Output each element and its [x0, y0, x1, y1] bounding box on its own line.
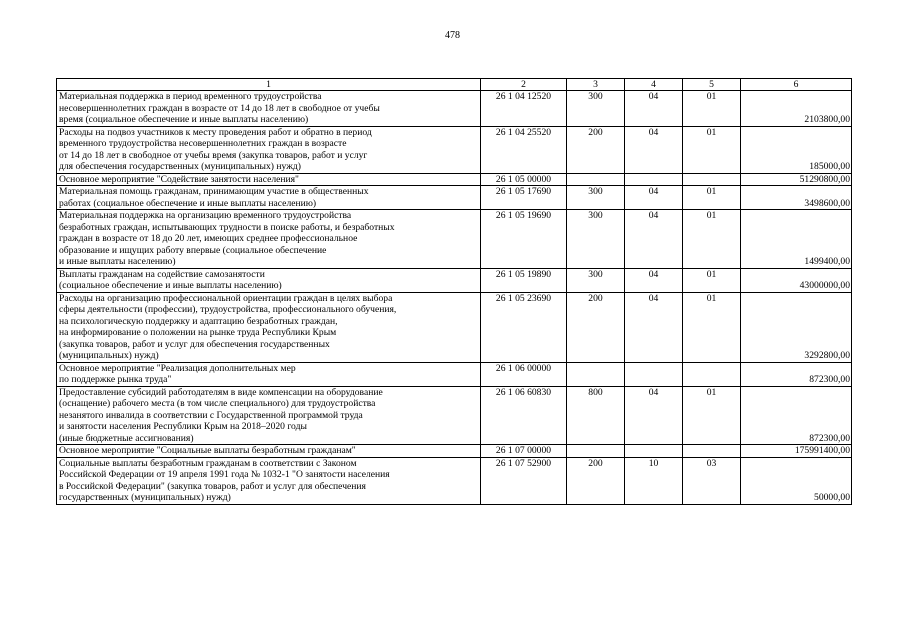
row-name-line: Российской Федерации от 19 апреля 1991 года № 1032-1 "О занятости населения	[59, 469, 390, 480]
row-pr-cell: 01	[683, 210, 741, 269]
row-csr-cell: 26 1 06 00000	[481, 362, 567, 386]
budget-table-body	[57, 79, 852, 505]
budget-table	[56, 78, 852, 505]
row-name-cell	[57, 173, 481, 186]
row-csr-cell: 26 1 06 60830	[481, 386, 567, 445]
row-name-cell	[57, 210, 481, 269]
row-name-line: граждан в возрасте от 18 до 20 лет, имеющих среднее профессиональное	[59, 233, 358, 244]
row-vr-cell: 300	[567, 268, 625, 292]
row-name-cell	[57, 186, 481, 210]
row-sum-cell: 185000,00	[741, 126, 852, 173]
row-sum-cell: 3498600,00	[741, 186, 852, 210]
table-row	[57, 445, 852, 458]
row-name-line: Материальная помощь гражданам, принимающим участие в общественных	[59, 186, 369, 197]
row-rz-cell: 04	[625, 268, 683, 292]
row-name-line: работах (социальное обеспечение и иные выплаты населению)	[59, 197, 317, 209]
row-sum-cell: 1499400,00	[741, 210, 852, 269]
header-cell-1: 1	[57, 79, 481, 91]
row-name-cell	[57, 91, 481, 127]
row-csr-cell: 26 1 07 52900	[481, 457, 567, 504]
row-sum-cell: 872300,00	[741, 386, 852, 445]
row-rz-cell: 04	[625, 210, 683, 269]
row-name-line: Материальная поддержка на организацию временного трудоустройства	[59, 210, 352, 221]
row-csr-cell: 26 1 07 00000	[481, 445, 567, 458]
table-row	[57, 210, 852, 269]
row-name-line: незанятого инвалида в соответствии с Государственной программой труда	[59, 409, 363, 421]
row-rz-cell	[625, 362, 683, 386]
row-name-line: временного трудоустройства несовершеннолетних граждан в возрасте	[59, 138, 347, 149]
row-name-line: на информирование о положении на рынке труда Республики Крым	[59, 327, 337, 338]
row-name-line: Выплаты гражданам на содействие самозанятости	[59, 268, 265, 280]
row-sum-cell: 43000000,00	[741, 268, 852, 292]
row-name-line: на психологическую поддержку и адаптацию безработных граждан,	[59, 315, 338, 327]
row-name-cell	[57, 386, 481, 445]
header-cell-2: 2	[481, 79, 567, 91]
row-sum-cell: 175991400,00	[741, 445, 852, 458]
table-row	[57, 186, 852, 210]
row-vr-cell: 200	[567, 292, 625, 362]
table-row	[57, 173, 852, 186]
row-rz-cell	[625, 173, 683, 186]
row-name-line: от 14 до 18 лет в свободное от учебы время (закупка товаров, работ и услуг	[59, 149, 368, 161]
row-pr-cell	[683, 362, 741, 386]
row-vr-cell: 300	[567, 91, 625, 127]
row-csr-cell: 26 1 05 19890	[481, 268, 567, 292]
row-name-line: несовершеннолетних граждан в возрасте от 14 до 18 лет в свободное от учебы	[59, 102, 380, 114]
row-name-line: (закупка товаров, работ и услуг для обеспечения государственных	[59, 338, 330, 350]
row-name-line: Материальная поддержка в период временного трудоустройства	[59, 91, 322, 102]
row-rz-cell: 04	[625, 386, 683, 445]
row-vr-cell	[567, 362, 625, 386]
row-name-line: безработных граждан, испытывающих трудности в поиске работы, и безработных	[59, 221, 395, 233]
row-name-line: Основное мероприятие "Содействие занятости населения"	[59, 173, 299, 185]
row-name-line: (иные бюджетные ассигнования)	[59, 432, 194, 444]
row-rz-cell	[625, 445, 683, 458]
row-rz-cell: 10	[625, 457, 683, 504]
header-cell-6: 6	[741, 79, 852, 91]
row-name-line: в Российской Федерации" (закупка товаров, работ и услуг для обеспечения	[59, 480, 366, 492]
row-rz-cell: 04	[625, 91, 683, 127]
table-header-row	[57, 79, 852, 91]
row-name-cell	[57, 126, 481, 173]
row-name-cell	[57, 445, 481, 458]
row-name-line: (оснащение) рабочего места (в том числе специального) для трудоустройства	[59, 398, 376, 409]
row-name-line: и иные выплаты населению)	[59, 256, 176, 267]
row-pr-cell	[683, 173, 741, 186]
row-name-line: государственных (муниципальных) нужд)	[59, 492, 231, 503]
row-name-line: (муниципальных) нужд)	[59, 350, 159, 361]
row-pr-cell: 01	[683, 292, 741, 362]
row-vr-cell: 300	[567, 210, 625, 269]
row-sum-cell: 872300,00	[741, 362, 852, 386]
row-vr-cell: 200	[567, 126, 625, 173]
table-row	[57, 126, 852, 173]
row-pr-cell	[683, 445, 741, 458]
row-name-line: Социальные выплаты безработным гражданам в соответствии с Законом	[59, 457, 357, 469]
row-sum-cell: 50000,00	[741, 457, 852, 504]
row-csr-cell: 26 1 05 19690	[481, 210, 567, 269]
row-rz-cell: 04	[625, 292, 683, 362]
row-name-line: Расходы на организацию профессиональной ориентации граждан в целях выбора	[59, 292, 393, 304]
table-row	[57, 386, 852, 445]
row-name-line: по поддержке рынка труда"	[59, 374, 172, 385]
row-name-line: и занятости населения Республики Крым на 2018–2020 годы	[59, 421, 307, 432]
row-csr-cell: 26 1 04 12520	[481, 91, 567, 127]
row-pr-cell: 01	[683, 91, 741, 127]
row-vr-cell	[567, 173, 625, 186]
table-row	[57, 457, 852, 504]
row-csr-cell: 26 1 05 23690	[481, 292, 567, 362]
table-row	[57, 91, 852, 127]
row-name-line: время (социальное обеспечение и иные выплаты населению)	[59, 114, 309, 125]
row-name-line: Основное мероприятие "Социальные выплаты безработным гражданам"	[59, 445, 356, 456]
row-pr-cell: 01	[683, 268, 741, 292]
row-csr-cell: 26 1 05 00000	[481, 173, 567, 186]
row-name-line: Основное мероприятие "Реализация дополнительных мер	[59, 362, 296, 374]
row-name-line: сферы деятельности (профессии), трудоустройства, профессионального обучения,	[59, 304, 397, 315]
row-name-line: (социальное обеспечение и иные выплаты населению)	[59, 280, 282, 291]
header-cell-3: 3	[567, 79, 625, 91]
row-name-line: Расходы на подвоз участников к месту проведения работ и обратно в период	[59, 126, 372, 138]
row-csr-cell: 26 1 05 17690	[481, 186, 567, 210]
row-rz-cell: 04	[625, 126, 683, 173]
row-sum-cell: 2103800,00	[741, 91, 852, 127]
row-sum-cell: 3292800,00	[741, 292, 852, 362]
row-vr-cell: 800	[567, 386, 625, 445]
row-name-line: образование и ищущих работу впервые (социальное обеспечение	[59, 244, 327, 256]
row-name-cell	[57, 268, 481, 292]
row-name-cell	[57, 362, 481, 386]
row-rz-cell: 04	[625, 186, 683, 210]
row-csr-cell: 26 1 04 25520	[481, 126, 567, 173]
row-pr-cell: 03	[683, 457, 741, 504]
row-pr-cell: 01	[683, 126, 741, 173]
row-vr-cell: 300	[567, 186, 625, 210]
table-row	[57, 362, 852, 386]
row-name-line: Предоставление субсидий работодателям в виде компенсации на оборудование	[59, 386, 383, 398]
row-sum-cell: 51290800,00	[741, 173, 852, 186]
row-vr-cell	[567, 445, 625, 458]
table-row	[57, 268, 852, 292]
row-vr-cell: 200	[567, 457, 625, 504]
row-name-cell	[57, 457, 481, 504]
table-row	[57, 292, 852, 362]
header-cell-5: 5	[683, 79, 741, 91]
row-pr-cell: 01	[683, 386, 741, 445]
row-name-line: для обеспечения государственных (муниципальных) нужд)	[59, 161, 301, 172]
row-pr-cell: 01	[683, 186, 741, 210]
page-number: 478	[445, 30, 460, 41]
row-name-cell	[57, 292, 481, 362]
header-cell-4: 4	[625, 79, 683, 91]
